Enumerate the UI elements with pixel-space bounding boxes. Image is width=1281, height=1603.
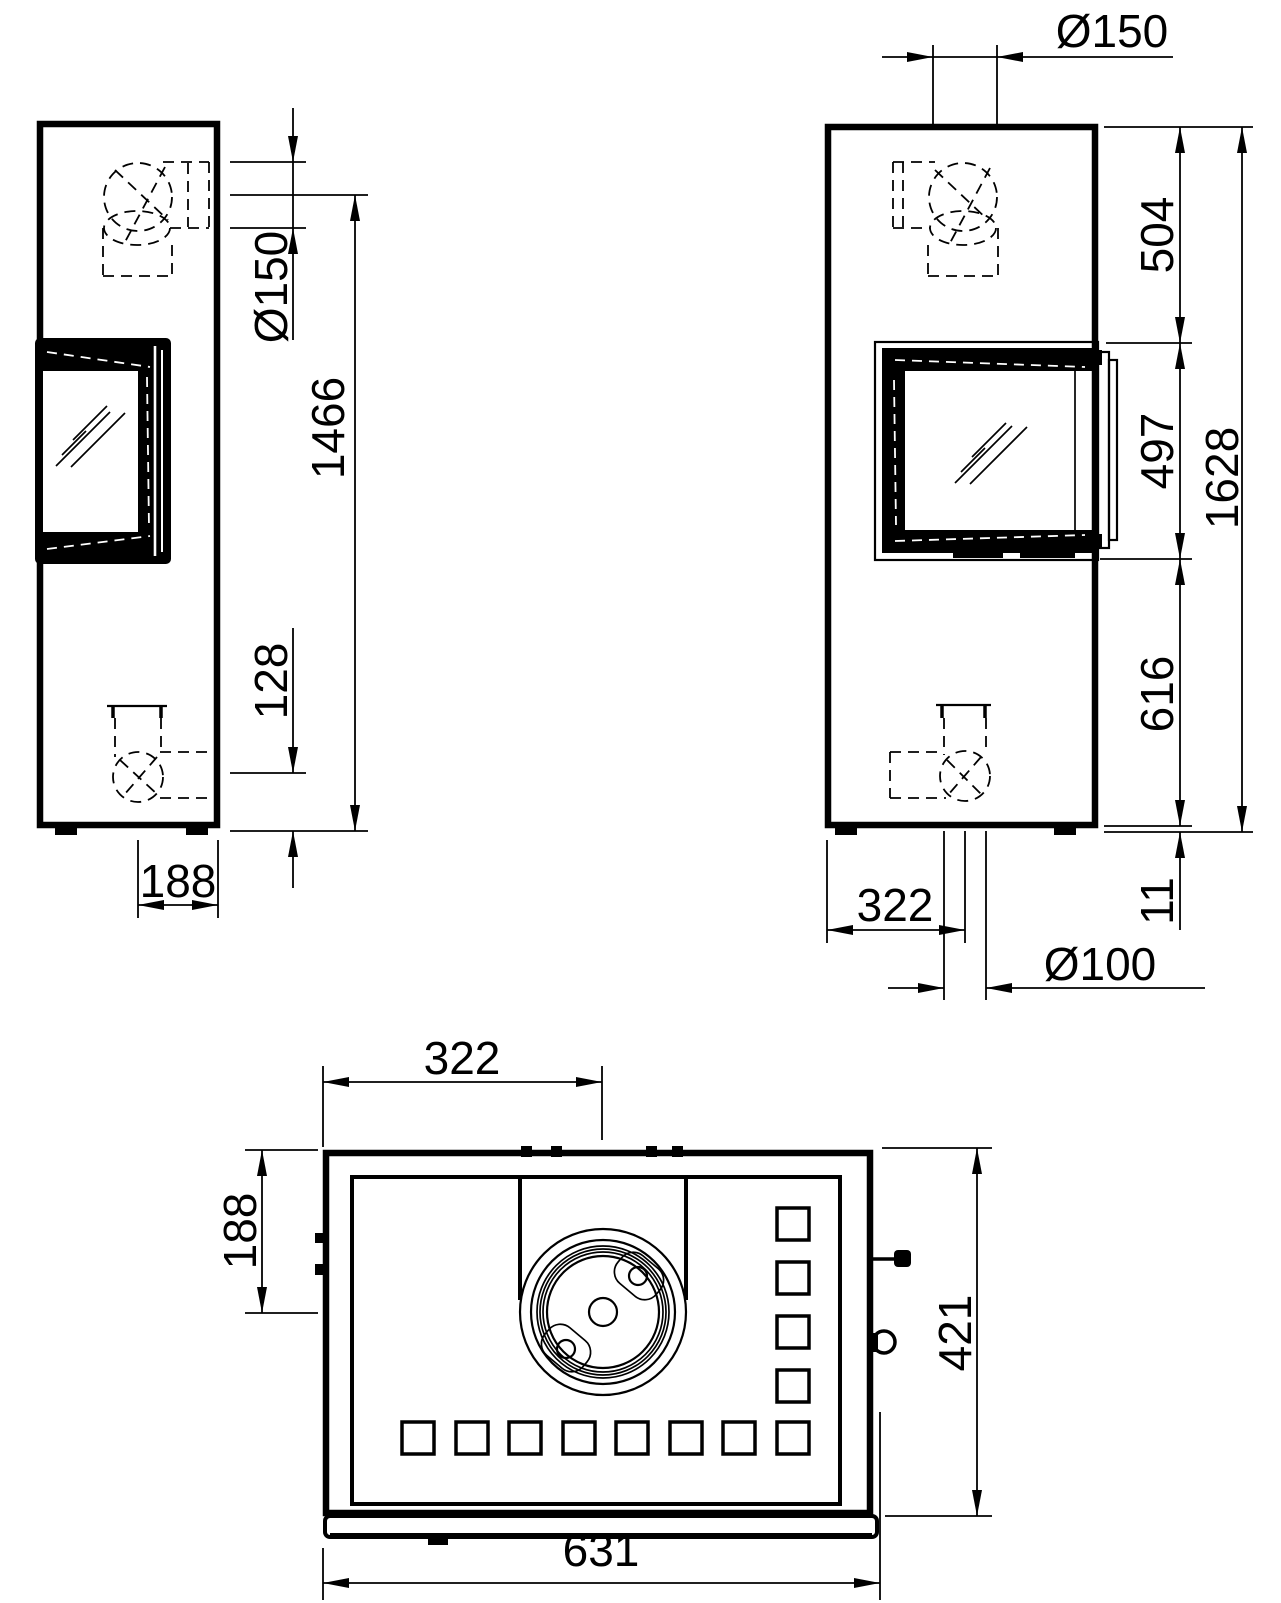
top-door-handle-pin <box>873 1250 911 1267</box>
front-intake-elbow <box>890 705 991 801</box>
top-hinge-lower <box>315 1264 324 1275</box>
dim-top-flue-axis-offset: 322 <box>423 1032 501 1084</box>
front-door-hinge-panel <box>1098 352 1109 548</box>
top-hinge-upper <box>315 1233 324 1243</box>
top-flue-collar <box>520 1179 686 1395</box>
dim-front-flue-diameter: Ø150 <box>1055 5 1169 57</box>
side-window-glass <box>43 371 138 532</box>
dim-side-flue-axis-to-back: 188 <box>139 855 217 907</box>
front-glass-reflection <box>955 423 1027 484</box>
top-door-latch <box>869 1331 895 1353</box>
side-view <box>35 108 368 918</box>
dim-front-window-to-base: 616 <box>1131 655 1183 733</box>
top-view <box>214 1032 992 1600</box>
dim-front-intake-axis-offset: 322 <box>856 879 934 931</box>
side-dimensions <box>138 108 368 918</box>
front-view <box>827 5 1253 1000</box>
front-foot-right <box>1054 825 1076 835</box>
front-dimensions-right <box>1100 127 1253 930</box>
top-collar-center-hole <box>589 1298 617 1326</box>
side-flue-elbow <box>103 162 209 276</box>
dim-side-intake-axis-height: 128 <box>245 642 297 720</box>
front-dim-flue-diameter <box>882 5 1173 62</box>
front-foot-left <box>835 825 857 835</box>
front-window <box>875 342 1117 560</box>
side-foot-front <box>55 825 77 835</box>
dim-top-overall-width: 631 <box>562 1524 640 1576</box>
dim-side-flue-diameter: Ø150 <box>245 230 297 344</box>
top-lip-foot <box>428 1538 448 1545</box>
dim-front-foot-height: 11 <box>1131 877 1183 925</box>
dim-front-window-height: 497 <box>1131 412 1183 490</box>
front-flue-elbow <box>893 162 998 276</box>
dim-front-top-to-window: 504 <box>1131 196 1183 274</box>
dim-top-flue-axis-depth: 188 <box>214 1192 266 1270</box>
dim-side-flue-axis-height: 1466 <box>302 376 354 480</box>
dim-top-body-depth: 421 <box>929 1294 981 1372</box>
top-vent-squares-right-column <box>777 1208 809 1402</box>
dim-front-intake-diameter: Ø100 <box>1043 938 1157 990</box>
dim-front-overall-height: 1628 <box>1196 426 1248 530</box>
side-intake-elbow <box>107 706 216 802</box>
side-window <box>35 338 171 564</box>
side-foot-rear <box>186 825 208 835</box>
top-vent-squares-bottom-row <box>402 1422 809 1454</box>
